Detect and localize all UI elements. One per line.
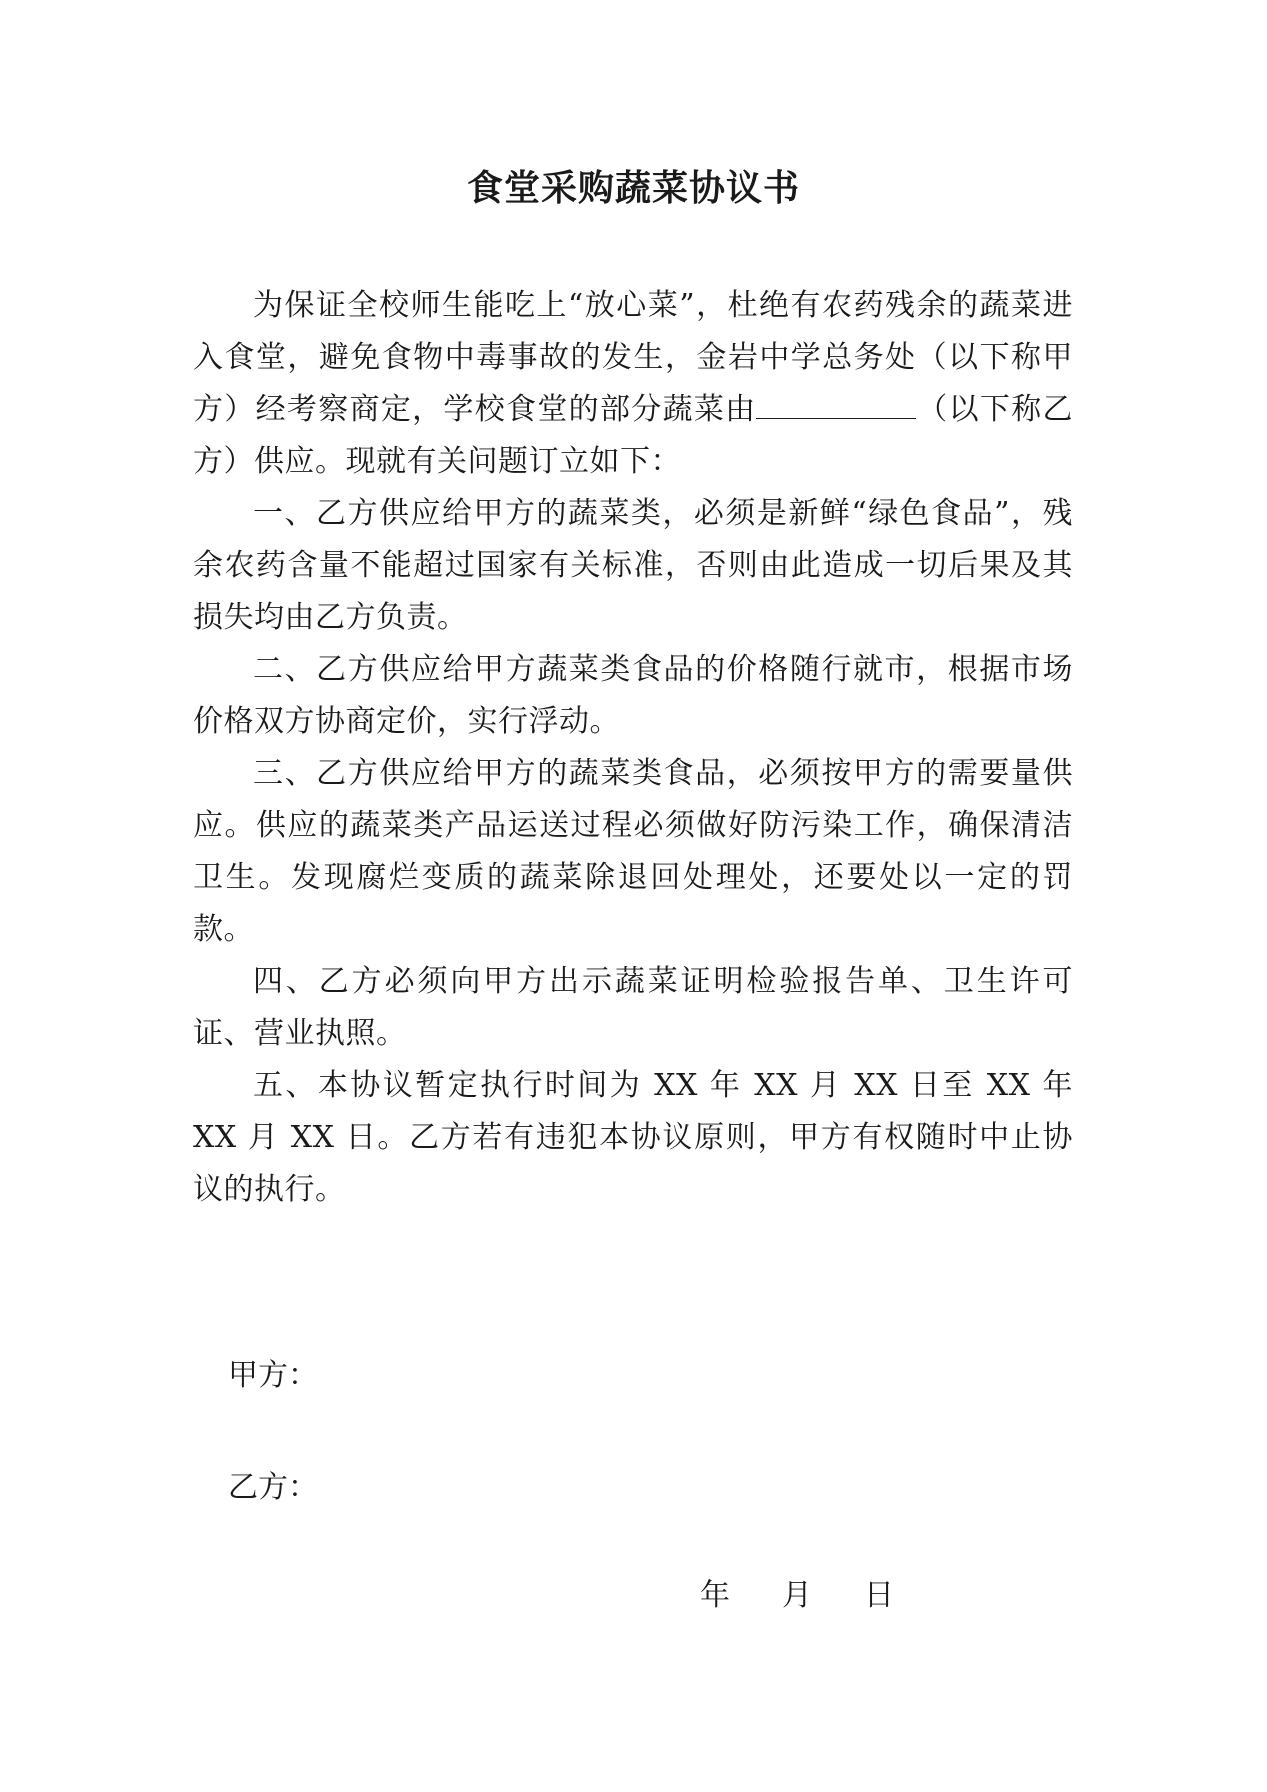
intro-paragraph	[193, 280, 1073, 488]
intro-text-part2: （以下称乙方）供应。现就有关问题订立如下：	[193, 392, 1074, 479]
document-title: 食堂采购蔬菜协议书	[466, 168, 800, 209]
date-month-label: 月	[782, 1578, 812, 1613]
clause-2: 二、乙方供应给甲方蔬菜类食品的价格随行就市，根据市场价格双方协商定价，实行浮动。	[193, 652, 1073, 739]
clause-3: 三、乙方供应给甲方的蔬菜类食品，必须按甲方的需要量供应。供应的蔬菜类产品运送过程必须做好防污染工作，确保清洁卫生。发现腐烂变质的蔬菜除退回处理处，还要处以一定的罚款。	[193, 756, 1073, 947]
clause-4: 四、乙方必须向甲方出示蔬菜证明检验报告单、卫生许可证、营业执照。	[193, 964, 1073, 1051]
party-a-signature-label: 甲方：	[228, 1358, 318, 1393]
party-b-signature-label: 乙方：	[228, 1470, 318, 1505]
date-day-label: 日	[864, 1578, 894, 1613]
date-year-label: 年	[700, 1578, 730, 1613]
signing-date	[700, 1570, 894, 1614]
intro-text-part1: 为保证全校师生能吃上“放心菜”，杜绝有农药残余的蔬菜进入食堂，避免食物中毒事故的发生，金岩中学总务处（以下称甲方）经考察商定，学校食堂的部分蔬菜由	[193, 288, 1073, 427]
agreement-body	[193, 280, 1073, 1216]
clause-5: 五、本协议暂定执行时间为 XX 年 XX 月 XX 日至 XX 年 XX 月 XX 日。乙方若有违犯本协议原则，甲方有权随时中止协议的执行。	[193, 1068, 1073, 1207]
supplier-name-blank	[756, 386, 916, 419]
clause-1: 一、乙方供应给甲方的蔬菜类，必须是新鲜“绿色食品”，残余农药含量不能超过国家有关标准，否则由此造成一切后果及其损失均由乙方负责。	[193, 496, 1073, 635]
